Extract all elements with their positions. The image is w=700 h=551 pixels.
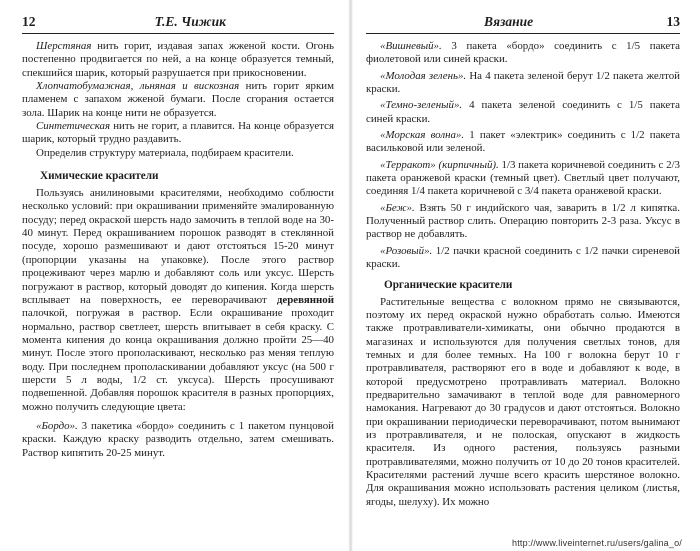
section-title-organic: Органические красители [384, 278, 513, 291]
color-dark-green: «Темно-зеленый». 4 пакета зеленой соединить с 1/5 пакета синей краски. [366, 99, 680, 125]
paragraph-aniline: Пользуясь анилиновыми красителями, необходимо соблюсти несколько условий: при окрашивании применяйте эмалированную посуду; перед окраской шерсть надо замочить в теплой воде на 30-40 минут. Перед окрашиванием порошок разводят в стеклянной посуде, хорошо размешивают и дают отстояться 15-20 минут (пропорции указаны на упаковке). После этого раствор процеживают через марлю и добавляют соль или уксус. Шерсть погружают в раствор, который доводят до кипения. Когда шерсть всплывает на поверхность, ее переворачивают деревянной палочкой, погружая в раствор. Если окрашивание проходит нормально, раствор светлеет, шерсть впитывает в себя краску. С момента кипения до конца окрашивания должно пройти 25—40 минут. После этого прополаскивают, несколько раз меняя теплую воду. При последнем прополаскивании добавляют уксус (на 500 г шерсти 5 л воды, 1/2 ст. уксуса). Шерсть просушивают подвешенной. Добавляя порошок красителя в разных пропорциях, можно получить следующие цвета: [22, 187, 334, 413]
paragraph-structure: Определив структуру материала, подбираем красители. [36, 146, 294, 159]
paragraph-organic: Растительные вещества с волокном прямо не связываются, поэтому их перед окраской нужно обработать солью. Имеются также протравливатели-химикаты, они обычно продаются в магазинах и используются для получения светлых тонов, для темных и для более темных. На 100 г волокна берут 10 г протравливателя, растворяют его в воде и добавляют к воде, в которой предусмотрено протравливать материал. Волокно предварительно замачивают в теплой воде для равномерного намокания. Нагревают до 30 градусов и дают отстояться. Волокно при окрашивании периодически переворачивают, потом вынимают из протравливателя, и не полоская, опускают в жидкость красителя. Из одного растения, пользуясь разными протравливателями, можно получить от 10 до 20 тонов красителей. Красителями растений лучше всего красить шерстяное волокно. Для окрашивания можно использовать растения целиком (листья, ягоды, шелуху). Их можно [366, 295, 680, 508]
paragraph-synthetic: Синтетическая нить не горит, а плавится. На конце образуется шарик, который трудно раздавить. [22, 120, 334, 146]
color-terracotta: «Терракот» (кирпичный). 1/3 пакета коричневой соединить с 2/3 пакета оранжевой краски (темный цвет). Светлый цвет получают, соединяя 1/4 пакета коричневой с 3/4 пакета оранжевой краски. [366, 158, 680, 198]
term-wool: Шерстяная [36, 40, 92, 52]
left-page-number: 12 [22, 14, 36, 29]
term-cotton: Хлопчатобумажная, льняная и вискозная [36, 80, 240, 93]
color-sea-wave: «Морская волна». 1 пакет «электрик» соединить с 1/2 пакета васильковой или зеленой. [366, 129, 680, 155]
left-running-title: Т.Е. Чижик [154, 14, 226, 29]
left-page-header [22, 14, 334, 34]
term-synthetic: Синтетическая [36, 120, 111, 133]
watermark-url: http://www.liveinternet.ru/users/galina_o/ [512, 538, 682, 548]
right-page-header [366, 14, 680, 34]
right-page-number: 13 [666, 14, 680, 29]
paragraph-wool: Шерстяная нить горит, издавая запах жженой кости. Огонь постепенно продвигается по ней, а на конце образуется темный, спекшийся шарик, который разрушается при прикосновении. [22, 40, 334, 79]
paragraph-bordo: «Бордо». 3 пакетика «бордо» соединить с 1 пакетом пунцовой краски. Каждую краску разводить отдельно, затем смешивать. Раствор кипятить 20-25 минут. [22, 419, 334, 459]
term-bordo: «Бордо». [36, 419, 78, 432]
section-title-chemical: Химические красители [40, 170, 159, 183]
color-young-green: «Молодая зелень». На 4 пакета зеленой берут 1/2 пакета желтой краски. [366, 69, 680, 96]
paragraph-cotton: Хлопчатобумажная, льняная и вискозная нить горит ярким пламенем с запахом жженой бумаги. После сгорания остается зола. Шарик на конце нити не образуется. [22, 80, 334, 119]
color-beige: «Беж». Взять 50 г индийского чая, заварить в 1/2 л кипятка. Полученный раствор слить. Операцию повторить 2-3 раза. Уксус в раствор не добавлять. [366, 201, 680, 241]
color-cherry: «Вишневый». 3 пакета «бордо» соединить с 1/5 пакета фиолетовой или синей краски. [366, 40, 680, 66]
right-page [352, 0, 700, 551]
right-running-title: Вязание [484, 14, 534, 29]
color-pink: «Розовый». 1/2 пачки красной соединить с 1/2 пачки сиреневой краски. [366, 244, 680, 271]
